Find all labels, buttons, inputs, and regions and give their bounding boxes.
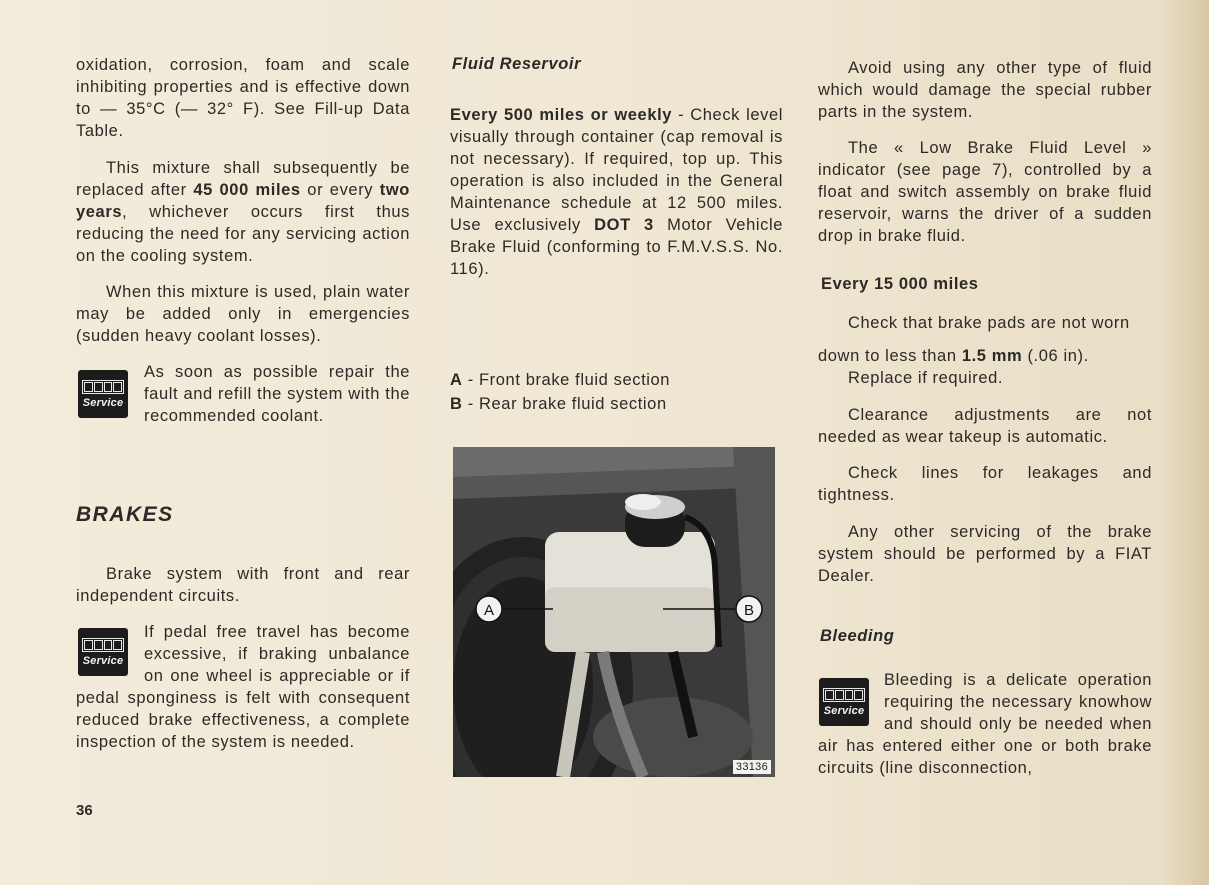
paragraph-repair-fault: As soon as possible repair the fault and refill the system with the recommended coolant. bbox=[144, 363, 410, 425]
paragraph-pedal-travel bbox=[76, 621, 410, 753]
photo-illustration bbox=[453, 447, 775, 777]
bold-interval: Every 500 miles or weekly bbox=[450, 106, 673, 124]
callout-a-label: A bbox=[483, 602, 495, 619]
text-span: Bleeding is a delicate operation requiring the necessary knowhow and should only be needed when air has entered either one or both brake circuits (line disconnection, bbox=[818, 671, 1152, 777]
paragraph-bleeding bbox=[818, 669, 1152, 779]
bold-mileage: 45 000 miles bbox=[193, 181, 301, 199]
service-label: Service bbox=[82, 654, 124, 667]
service-label: Service bbox=[82, 396, 124, 409]
text-span: , whichever occurs first thus reducing the need for any servicing action on the cooling system. bbox=[76, 203, 410, 265]
bold-thickness: 1.5 mm bbox=[961, 347, 1023, 365]
legend-text: - Rear brake fluid section bbox=[462, 395, 667, 413]
text-span: Motor Vehicle Brake Fluid (conforming to F.M.V.S.S. No. 116). bbox=[450, 216, 784, 278]
paragraph-brake-system: Brake system with front and rear independent circuits. bbox=[76, 565, 410, 605]
text-span: - Check level visually through container (cap removal is not necessary). If required, top up. This operation is also included in the General Maintenance schedule at 12 500 miles. Use exclusively bbox=[450, 106, 784, 234]
text-span: Replace if required. bbox=[848, 369, 1004, 387]
paragraph-check-pads: Check that brake pads are not worn bbox=[848, 314, 1130, 332]
paragraph-fluid-check bbox=[450, 104, 783, 280]
legend-item-rear bbox=[450, 395, 667, 414]
text-span: This mixture shall subsequently be replaced after bbox=[76, 159, 410, 199]
heading-fluid-reservoir: Fluid Reservoir bbox=[452, 55, 582, 73]
paragraph-dealer: Any other servicing of the brake system should be performed by a FIAT Dealer. bbox=[818, 523, 1152, 585]
heading-bleeding: Bleeding bbox=[820, 627, 895, 645]
brake-reservoir-photo bbox=[453, 447, 775, 777]
legend-text: - Front brake fluid section bbox=[462, 371, 671, 389]
paragraph-clearance: Clearance adjustments are not needed as wear takeup is automatic. bbox=[818, 406, 1152, 446]
bold-years: two years bbox=[76, 181, 410, 221]
badge-spacer bbox=[76, 621, 144, 687]
text-span: or every bbox=[300, 181, 380, 199]
paragraph-avoid-fluid: Avoid using any other type of fluid which would damage the special rubber parts in the system. bbox=[818, 59, 1152, 121]
photo-reference-code: 33136 bbox=[733, 760, 771, 774]
page-number: 36 bbox=[76, 802, 93, 819]
badge-spacer bbox=[818, 669, 884, 735]
paragraph-plain-water: When this mixture is used, plain water may be added only in emergencies (sudden heavy coolant losses). bbox=[76, 283, 410, 345]
paragraph-replacement bbox=[76, 157, 410, 267]
legend-item-front bbox=[450, 371, 670, 390]
paragraph-low-level-indicator: The « Low Brake Fluid Level » indicator (see page 7), controlled by a float and switch assembly on brake fluid reservoir, warns the driver of a sudden drop in brake fluid. bbox=[818, 139, 1152, 245]
paragraph-pad-limit bbox=[818, 345, 1152, 389]
heading-15000-miles: Every 15 000 miles bbox=[821, 275, 979, 293]
fiat-logo-icon bbox=[82, 380, 124, 394]
paragraph-oxidation: oxidation, corrosion, foam and scale inhibiting properties and is effective down to — 35°C (— 32° F). See Fill-up Data Table. bbox=[76, 56, 410, 140]
legend-key: A bbox=[450, 371, 463, 389]
text-span: If pedal free travel has become excessive, if braking unbalance on one wheel is appreciable or if pedal sponginess is felt with consequent reduced brake effectiveness, a complete inspection of the system is needed. bbox=[76, 623, 410, 751]
text-span: down to less than bbox=[818, 347, 962, 365]
paragraph-check-lines: Check lines for leakages and tightness. bbox=[818, 464, 1152, 504]
callout-b-label: B bbox=[743, 602, 755, 619]
service-label: Service bbox=[823, 704, 865, 717]
text-span: (.06 in). bbox=[1022, 347, 1089, 365]
legend-key: B bbox=[450, 395, 463, 413]
bold-dot3: DOT 3 bbox=[594, 216, 654, 234]
section-heading-brakes: BRAKES bbox=[76, 503, 174, 526]
fiat-service-badge bbox=[78, 370, 128, 418]
